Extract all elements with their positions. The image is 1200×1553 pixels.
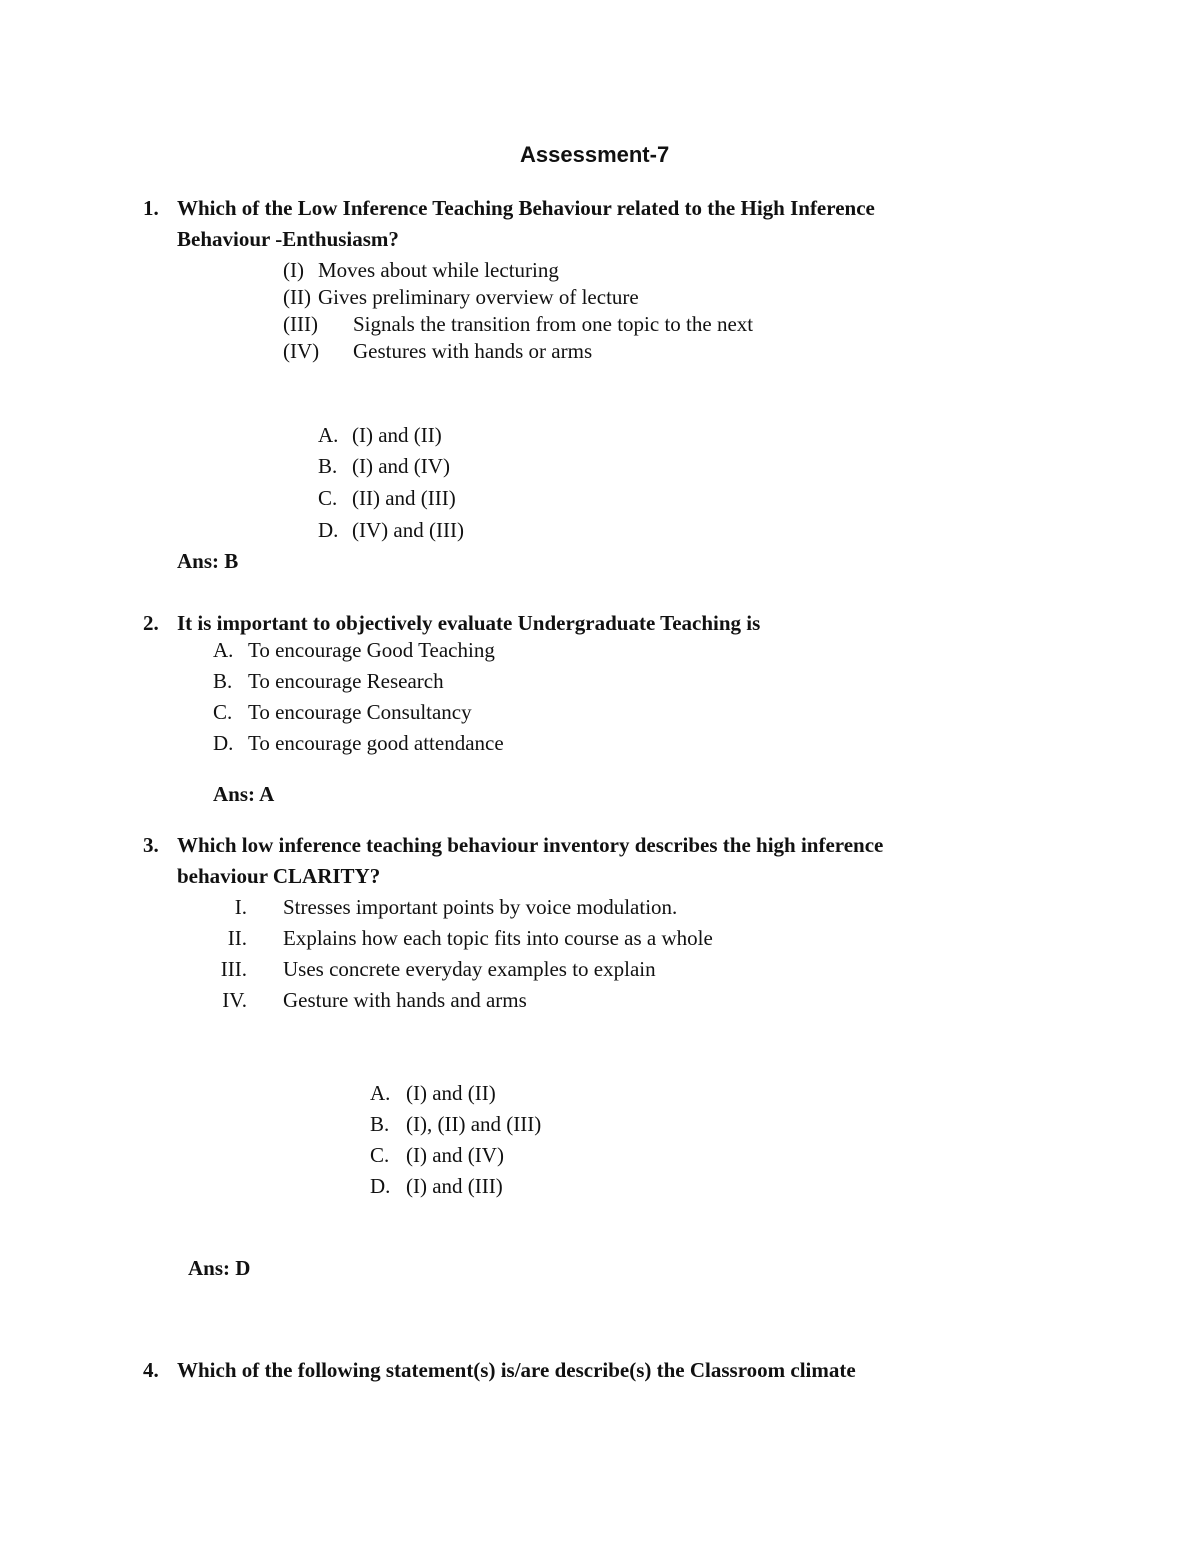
- q1-option-d-letter: D.: [318, 518, 339, 542]
- q3-statement-4-mark: IV.: [222, 988, 247, 1012]
- q1-statement-1-text: Moves about while lecturing: [318, 258, 559, 282]
- q1-statement-1-mark: (I): [283, 258, 304, 282]
- question-2-stem: It is important to objectively evaluate Undergraduate Teaching is: [177, 611, 761, 635]
- q1-statement-2-mark: (II): [283, 285, 311, 309]
- q1-statement-2-text: Gives preliminary overview of lecture: [318, 285, 639, 309]
- q2-answer: Ans: A: [213, 782, 275, 806]
- q1-answer: Ans: B: [177, 549, 239, 573]
- q3-statement-2-mark: II.: [227, 926, 247, 950]
- q1-option-c-letter: C.: [318, 486, 338, 510]
- q1-option-a-letter: A.: [318, 423, 339, 447]
- q3-option-d-letter: D.: [370, 1174, 391, 1198]
- question-4-stem: Which of the following statement(s) is/are describe(s) the Classroom climate: [177, 1358, 856, 1382]
- q2-option-d-letter: D.: [213, 731, 234, 755]
- q3-option-a-text: (I) and (II): [406, 1081, 496, 1105]
- question-1-number: 1.: [143, 196, 159, 220]
- q3-statement-1-mark: I.: [234, 895, 247, 919]
- q1-option-b-letter: B.: [318, 454, 338, 478]
- question-3-stem-line-2: behaviour CLARITY?: [177, 864, 381, 888]
- q3-option-c-text: (I) and (IV): [406, 1143, 504, 1167]
- q3-statement-2-text: Explains how each topic fits into course as a whole: [283, 926, 713, 950]
- q3-option-a-letter: A.: [370, 1081, 391, 1105]
- question-2-number: 2.: [143, 611, 159, 635]
- q1-statement-3-text: Signals the transition from one topic to the next: [353, 312, 754, 336]
- q2-option-a-letter: A.: [213, 638, 234, 662]
- q2-option-b-letter: B.: [213, 669, 233, 693]
- question-3-number: 3.: [143, 833, 159, 857]
- q1-statement-4-mark: (IV): [283, 339, 320, 363]
- q1-option-b-text: (I) and (IV): [352, 454, 450, 478]
- q3-option-b-letter: B.: [370, 1112, 390, 1136]
- q2-option-d-text: To encourage good attendance: [248, 731, 504, 755]
- q1-option-d-text: (IV) and (III): [352, 518, 464, 542]
- question-3-stem-line-1: Which low inference teaching behaviour inventory describes the high inference: [177, 833, 884, 857]
- q3-option-d-text: (I) and (III): [406, 1174, 503, 1198]
- q1-statement-3-mark: (III): [283, 312, 318, 336]
- q3-option-b-text: (I), (II) and (III): [406, 1112, 542, 1136]
- q3-statement-4-text: Gesture with hands and arms: [283, 988, 527, 1012]
- q2-option-a-text: To encourage Good Teaching: [248, 638, 495, 662]
- q1-statement-4-text: Gestures with hands or arms: [353, 339, 593, 363]
- q3-statement-1-text: Stresses important points by voice modulation.: [283, 895, 678, 919]
- q1-option-c-text: (II) and (III): [352, 486, 456, 510]
- question-4-number: 4.: [143, 1358, 159, 1382]
- q1-option-a-text: (I) and (II): [352, 423, 442, 447]
- q2-option-b-text: To encourage Research: [248, 669, 444, 693]
- q3-statement-3-text: Uses concrete everyday examples to explain: [283, 957, 656, 981]
- q2-option-c-letter: C.: [213, 700, 233, 724]
- question-1-stem-line-1: Which of the Low Inference Teaching Behaviour related to the High Inference: [177, 196, 875, 220]
- question-1-stem-line-2: Behaviour -Enthusiasm?: [177, 227, 399, 251]
- page-title: Assessment-7: [520, 142, 670, 167]
- q2-option-c-text: To encourage Consultancy: [248, 700, 472, 724]
- q3-answer: Ans: D: [188, 1256, 251, 1280]
- q3-statement-3-mark: III.: [220, 957, 247, 981]
- q3-option-c-letter: C.: [370, 1143, 390, 1167]
